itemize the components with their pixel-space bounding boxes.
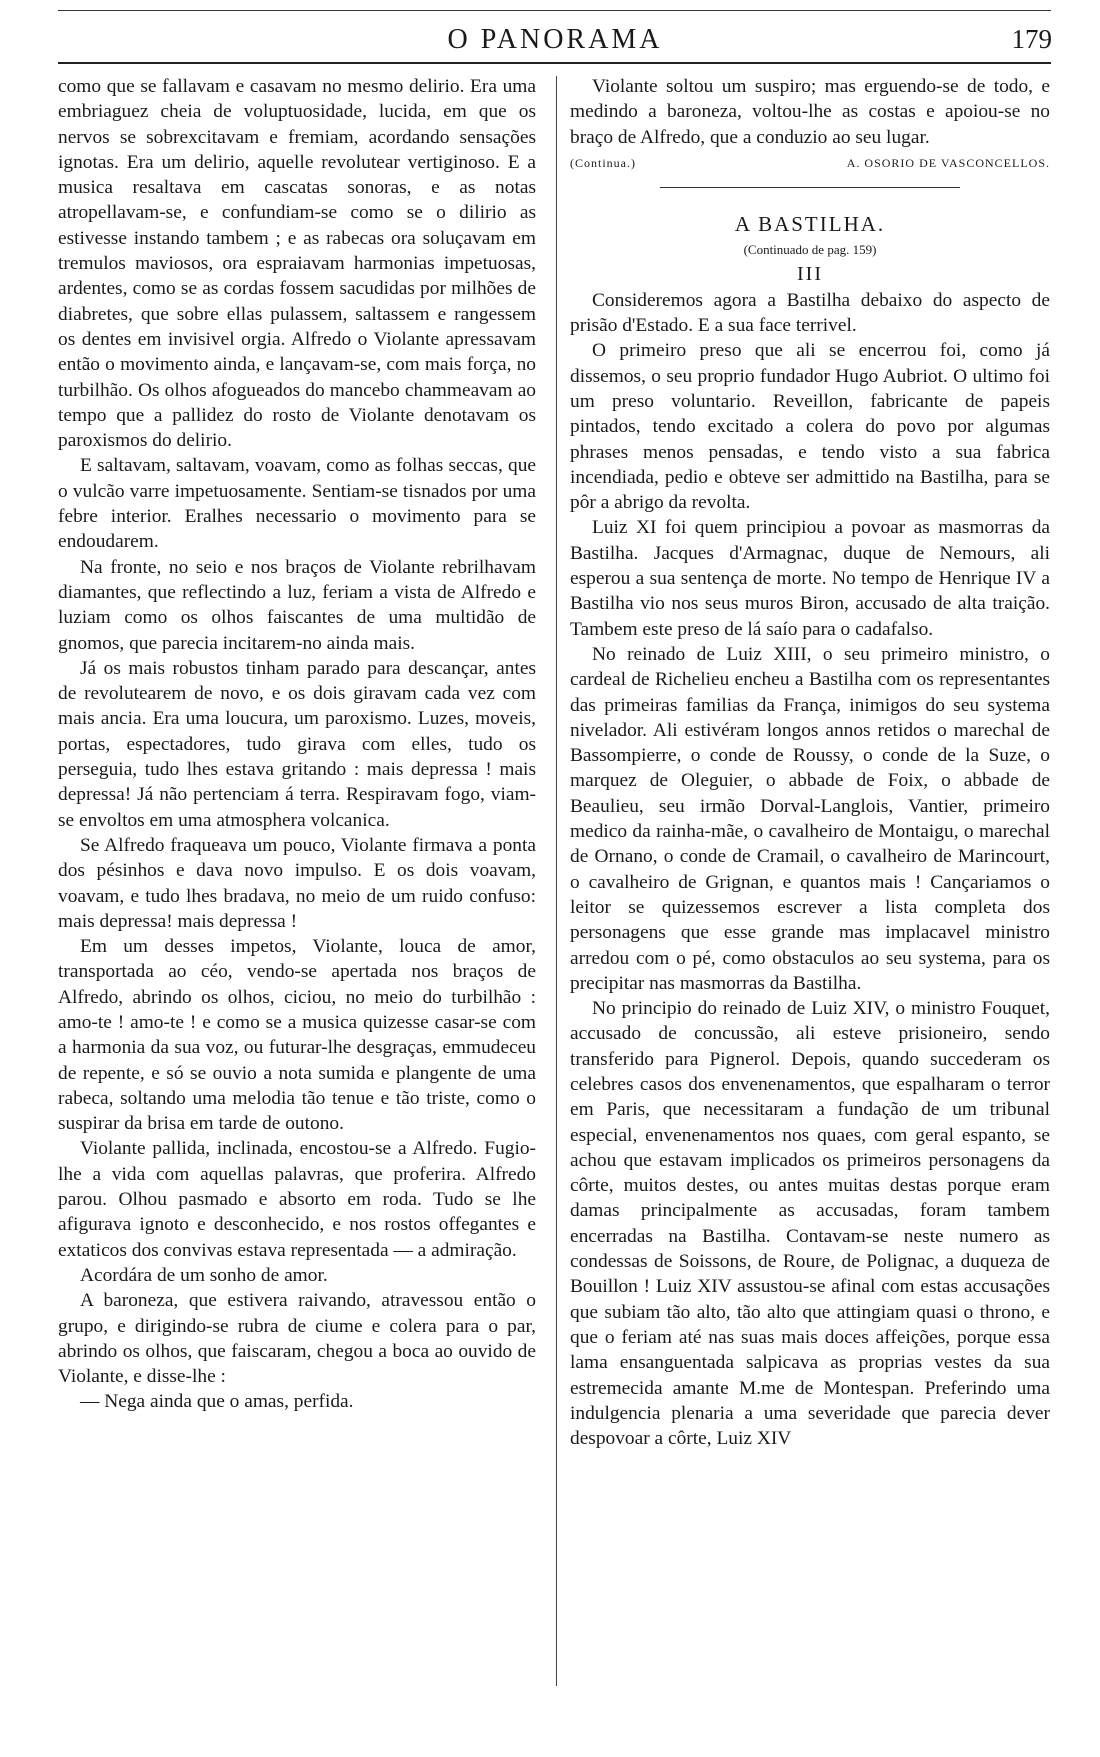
header-rule <box>58 62 1051 64</box>
top-rule <box>58 10 1051 11</box>
section-number: III <box>797 263 823 286</box>
paragraph: Violante soltou um suspiro; mas erguendo-se de todo, e medindo a baroneza, voltou-lhe as costas e apoiou-se no braço de Alfredo, que a conduzio ao seu lugar. <box>570 76 1050 148</box>
paragraph: Violante pallida, inclinada, encostou-se a Alfredo. Fugio-lhe a vida com aquellas palavras, que proferira. Alfredo parou. Olhou pasmado e absorto em roda. Tudo se lhe afigurava ignoto e desconhecido, e nos rostos offegantes e extaticos dos convivas estava representada — a admiração. <box>58 1138 536 1261</box>
paragraph: Na fronte, no seio e nos braços de Violante rebrilhavam diamantes, que reflectindo a luz, feriam a vista de Alfredo e luziam como os olhos faiscantes de uma multidão de gnomos, que parecia incitarem-no ainda mais. <box>58 556 536 654</box>
paragraph: A baroneza, que estivera raivando, atravessou então o grupo, e dirigindo-se rubra de ciume e colera para o par, abrindo os olhos, que faiscaram, chegou a boca ao ouvido de Violante, e disse-lhe : <box>58 1290 536 1388</box>
paragraph: No principio do reinado de Luiz XIV, o ministro Fouquet, accusado de concussão, ali esteve prisioneiro, sendo transferido para Pignerol. Depois, quando succederam os celebres casos dos envenenamentos, que espalharam o terror em Paris, que necessitaram a fundação de um tribunal especial, envenenamentos nos quaes, com geral espanto, se achou que estavam implicados os primeiros personagens da côrte, muitos destes, ou antes muitas destas porque eram damas principalmente as accusadas, foram tambem encerradas na Bastilha. Contavam-se neste numero as condessas de Soissons, de Roure, de Polignac, a duqueza de Bouillon ! Luiz XIV assustou-se afinal com estas accusações que subiam tão alto, tão alto que attingiam quasi o throno, e que o feriam até nas suas mais doces affeições, porque essa lama ensanguentada salpicava as proprias vestes da sua estremecida amante M.me de Montespan. Preferindo uma indulgencia plenaria a uma severidade que parecia dever despovoar a côrte, Luiz XIV <box>570 998 1050 1450</box>
paragraph: Acordára de um sonho de amor. <box>80 1264 328 1286</box>
paragraph: O primeiro preso que ali se encerrou foi, como já dissemos, o seu proprio fundador Hugo Aubriot. O ultimo foi um preso voluntario. Reveillon, fabricante de papeis pintados, tendo excitado a colera do povo por algumas phrases menos pensadas, e tendo visto a sua fabrica incendiada, pedio e obteve ser admittido na Bastilha, para se pôr a abrigo da revolta. <box>570 340 1050 514</box>
paragraph: Consideremos agora a Bastilha debaixo do aspecto de prisão d'Estado. E a sua face terrivel. <box>570 289 1050 337</box>
paragraph: Em um desses impetos, Violante, louca de amor, transportada ao céo, vendo-se apertada nos braços de Alfredo, abrindo os olhos, ciciou, no meio do turbilhão : amo-te ! amo-te ! e como se a musica quizesse casar-se com a harmonia da sua voz, ou futurar-lhe desgraças, emmudeceu de repente, e só se ouvio a nota sumida e plangente de uma rabeca, soltando uma melodia tão tenue e tão triste, como o suspirar da brisa em tarde de outono. <box>58 936 536 1135</box>
signature-row <box>570 151 1050 173</box>
left-column <box>58 74 536 1415</box>
paragraph: Se Alfredo fraqueava um pouco, Violante firmava a ponta dos pésinhos e dava novo impulso. E os dois voavam, voavam, e tudo lhes bradava, no meio de um ruido confuso: mais depressa! mais depressa ! <box>58 834 536 932</box>
paragraph: E saltavam, saltavam, voavam, como as folhas seccas, que o vulcão varre impetuosamente. Sentiam-se tisnados por uma febre interior. Eralhes necessario o movimento para se endoudarem. <box>58 455 536 553</box>
page-number: 179 <box>1011 24 1052 54</box>
right-column <box>570 74 1050 1451</box>
section-rule <box>660 187 960 188</box>
column-divider <box>556 76 557 1686</box>
paragraph: como que se fallavam e casavam no mesmo delirio. Era uma embriaguez cheia de voluptuosidade, lucida, em que os nervos se sobrexcitavam e fremiam, acordando sensações ignotas. Era um delirio, aquelle revolutear vertiginoso. E a musica resaltava em cascatas sonoras, e as notas atropellavam-se, e confundiam-se como se o dilirio as estivesse instando tambem ; e as rabecas ora soluçavam em tremulos maviosos, ora espraiavam harmonias impetuosas, ardentes, como se as cordas fossem sacudidas por milhões de diabretes, que sobre ellas pulassem, saltassem e rangessem os dentes em invisivel orgia. Alfredo o Violante apressavam então o movimento ainda, e lançavam-se, com mais força, no turbilhão. Os olhos afogueados do mancebo chammeavam ao tempo que a pallidez do rosto de Violante denotavam os paroxismos do delirio. <box>58 76 536 452</box>
paragraph: No reinado de Luiz XIII, o seu primeiro ministro, o cardeal de Richelieu encheu a Bastilha com os representantes das primeiras familias da França, inimigos do seu systema nivelador. Ali estivéram longos annos retidos o marechal de Bassompierre, o conde de Roussy, o conde de la Suze, o marquez de Oleguier, o abbade de Foix, o abbade de Beaulieu, seu irmão Dorval-Langlois, Vantier, primeiro medico da rainha-mãe, o cavalheiro de Montaigu, o marechal de Ornano, o conde de Cramail, o cavalheiro de Marincourt, o cavalheiro de Grignan, e quantos mais ! Cançariamos o leitor se quizessemos escrever a lista completa dos personagens que esse grande mas implacavel ministro arredou com o pé, como obstaculos ao seu systema, para os precipitar nas masmorras da Bastilha. <box>570 643 1050 994</box>
page-header <box>58 22 1052 56</box>
author-signature: A. OSORIO DE VASCONCELLOS. <box>846 155 1050 170</box>
paragraph: Luiz XI foi quem principiou a povoar as masmorras da Bastilha. Jacques d'Armagnac, duque de Nemours, ali esperou a sua sentença de morte. No tempo de Henrique IV a Bastilha vio nos seus muros Biron, accusado de alta traição. Tambem este preso de lá saío para o cadafalso. <box>570 517 1050 640</box>
journal-title: O PANORAMA <box>447 24 663 55</box>
section-note: (Continuado de pag. 159) <box>743 242 877 258</box>
dialogue-line: — Nega ainda que o amas, perfida. <box>80 1391 354 1413</box>
section-title: A BASTILHA. <box>734 211 886 236</box>
paragraph: Já os mais robustos tinham parado para descançar, antes de revolutearem de novo, e os dois giravam cada vez com mais ancia. Era uma loucura, um paroxismo. Luzes, moveis, portas, espectadores, tudo girava com elles, tudo os perseguia, tudo lhes estava gritando : mais depressa ! mais depressa! Já não pertenciam á terra. Respiravam fogo, viam-se envoltos em uma atmosphera volcanica. <box>58 657 536 831</box>
continua-note: (Continua.) <box>570 155 636 170</box>
